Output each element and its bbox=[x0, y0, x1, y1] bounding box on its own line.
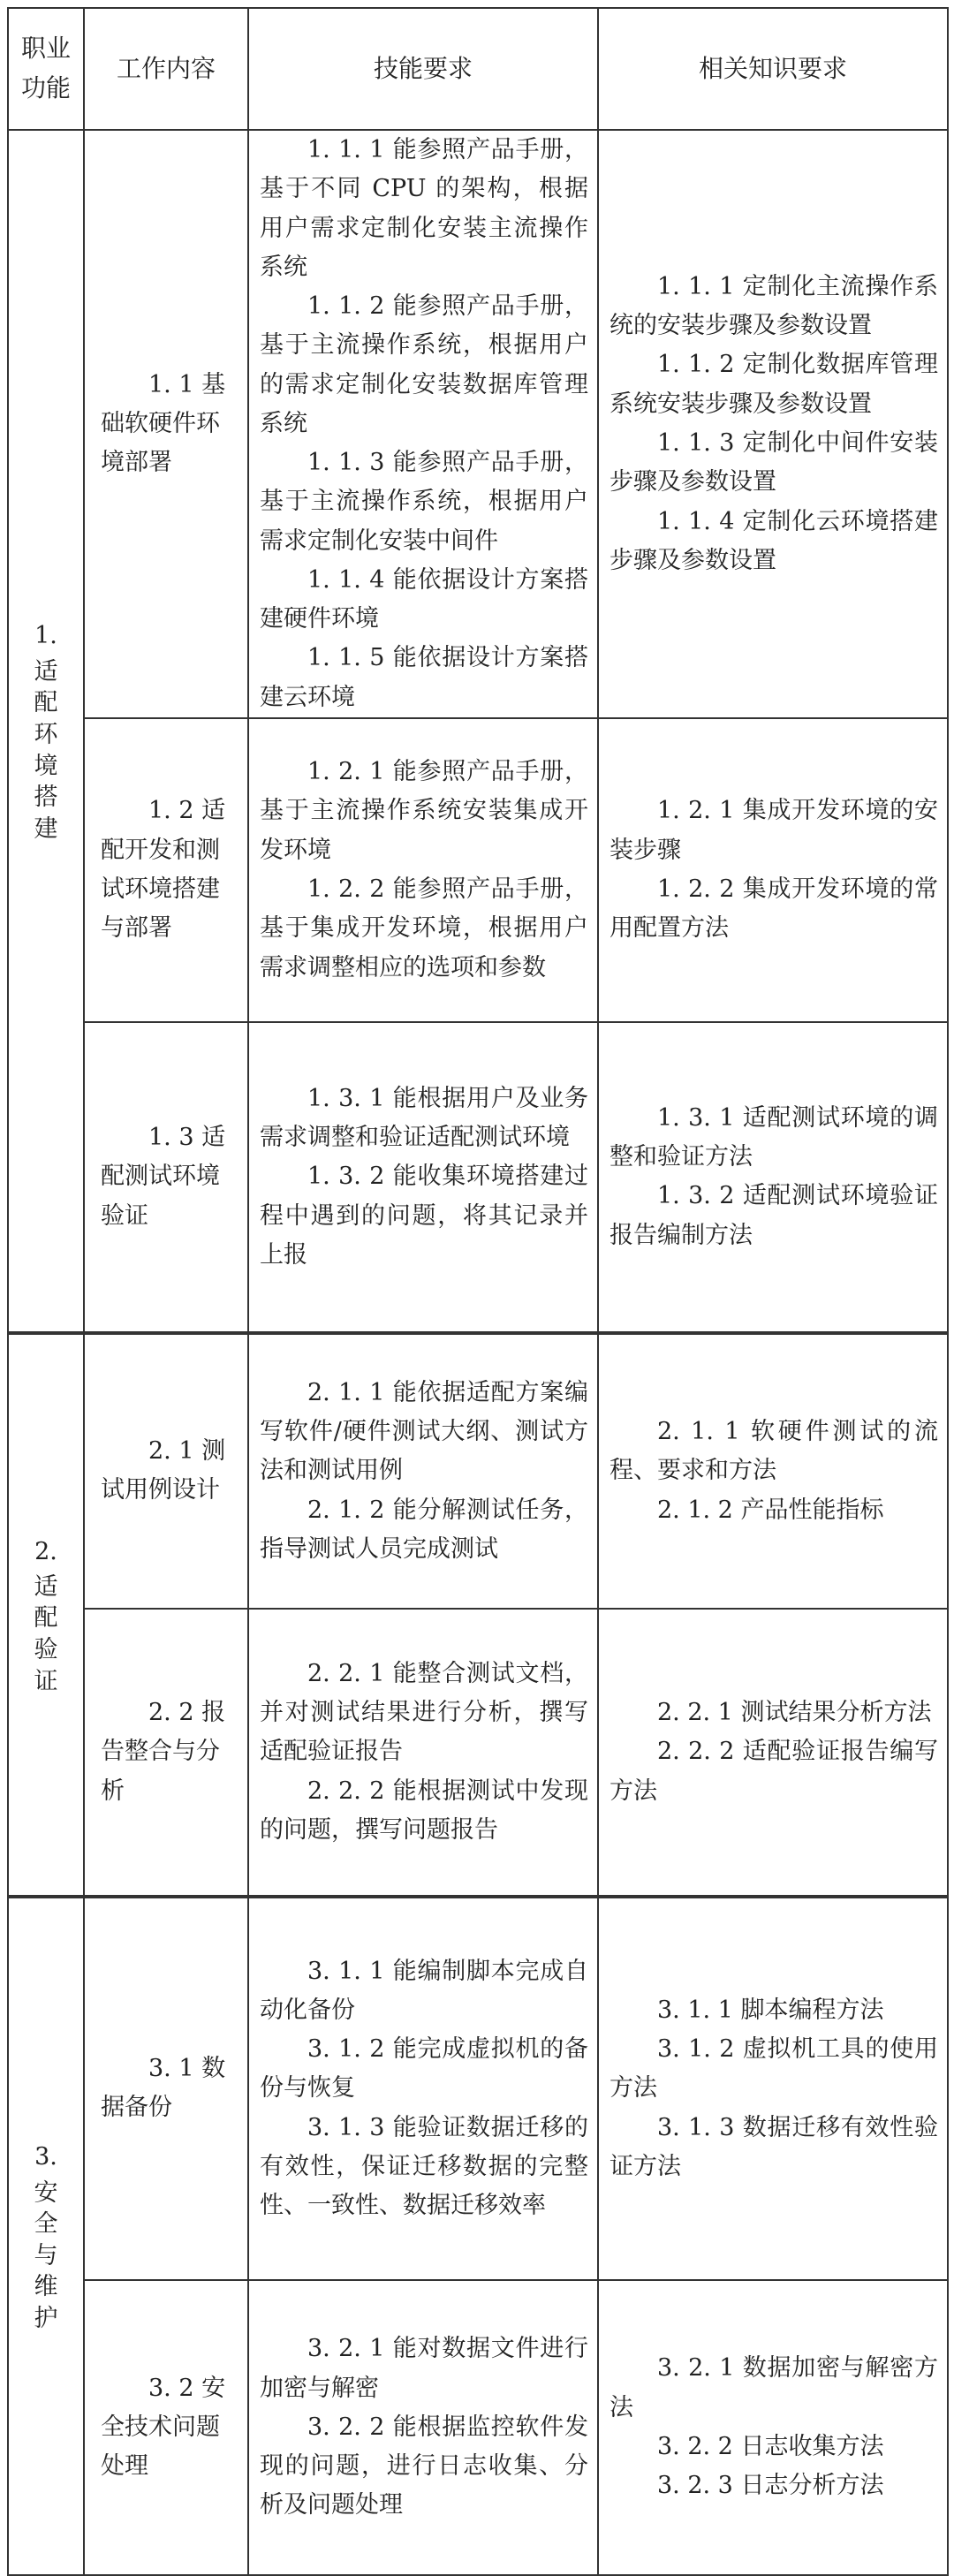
knowledge-item: 1. 1. 1 定制化主流操作系统的安装步骤及参数设置 bbox=[610, 272, 938, 340]
knowledge-cell bbox=[598, 1897, 948, 2280]
knowledge-item: 1. 3. 1 适配测试环境的调整和验证方法 bbox=[610, 1103, 938, 1171]
knowledge-cell bbox=[598, 1333, 948, 1609]
knowledge-item: 1. 2. 1 集成开发环境的安装步骤 bbox=[610, 797, 938, 864]
knowledge-item: 2. 1. 1 软硬件测试的流程、要求和方法 bbox=[610, 1418, 938, 1485]
knowledge-cell bbox=[598, 130, 948, 718]
work-content-text: 1. 3 适配测试环境验证 bbox=[101, 1124, 226, 1230]
table-row bbox=[8, 1609, 948, 1897]
skill-item: 3. 1. 3 能验证数据迁移的有效性，保证迁移数据的完整性、一致性、数据迁移效率 bbox=[260, 2113, 588, 2220]
knowledge-cell bbox=[598, 2280, 948, 2575]
function-char: 适 bbox=[34, 657, 58, 686]
knowledge-item: 3. 1. 3 数据迁移有效性验证方法 bbox=[610, 2113, 938, 2180]
function-cell-2 bbox=[8, 1333, 84, 1897]
work-content-text: 3. 2 安全技术问题处理 bbox=[101, 2374, 226, 2481]
knowledge-item: 1. 1. 2 定制化数据库管理系统安装步骤及参数设置 bbox=[610, 351, 938, 418]
work-content-text: 2. 2 报告整合与分析 bbox=[101, 1699, 226, 1805]
knowledge-item: 1. 3. 2 适配测试环境验证报告编制方法 bbox=[610, 1182, 938, 1249]
competency-table bbox=[7, 7, 949, 2576]
skill-item: 3. 2. 2 能根据监控软件发现的问题，进行日志收集、分析及问题处理 bbox=[260, 2413, 588, 2519]
skill-item: 1. 1. 2 能参照产品手册，基于主流操作系统，根据用户的需求定制化安装数据库管理系统 bbox=[260, 292, 588, 437]
knowledge-item: 3. 1. 1 脚本编程方法 bbox=[657, 1996, 884, 2024]
work-content-text: 1. 1 基础软硬件环境部署 bbox=[101, 370, 226, 477]
knowledge-item: 2. 2. 2 适配验证报告编写方法 bbox=[610, 1738, 938, 1805]
work-content-text: 1. 2 适配开发和测试环境搭建与部署 bbox=[101, 797, 226, 943]
header-knowledge: 相关知识要求 bbox=[598, 8, 948, 130]
knowledge-item: 3. 1. 2 虚拟机工具的使用方法 bbox=[610, 2035, 938, 2102]
knowledge-item: 2. 1. 2 产品性能指标 bbox=[657, 1496, 884, 1524]
table-row bbox=[8, 1022, 948, 1333]
work-content-cell bbox=[84, 1897, 248, 2280]
function-char: 配 bbox=[34, 1604, 58, 1633]
header-row bbox=[8, 8, 948, 130]
knowledge-item: 1. 1. 3 定制化中间件安装步骤及参数设置 bbox=[610, 428, 938, 496]
table-row bbox=[8, 1333, 948, 1609]
function-number: 2. bbox=[34, 1537, 57, 1565]
skill-item: 1. 3. 2 能收集环境搭建过程中遇到的问题，将其记录并上报 bbox=[260, 1163, 588, 1269]
work-content-text: 3. 1 数据备份 bbox=[101, 2055, 226, 2122]
work-content-text: 2. 1 测试用例设计 bbox=[101, 1437, 226, 1504]
header-function-label: 职业 功能 bbox=[20, 34, 71, 102]
function-char: 与 bbox=[34, 2241, 58, 2269]
skill-item: 1. 2. 1 能参照产品手册，基于主流操作系统安装集成开发环境 bbox=[260, 758, 588, 864]
knowledge-cell bbox=[598, 1022, 948, 1333]
skills-cell bbox=[248, 1333, 598, 1609]
knowledge-item: 3. 2. 1 数据加密与解密方法 bbox=[610, 2354, 938, 2421]
skill-item: 2. 2. 1 能整合测试文档，并对测试结果进行分析，撰写适配验证报告 bbox=[260, 1659, 588, 1766]
skill-item: 1. 2. 2 能参照产品手册，基于集成开发环境，根据用户需求调整相应的选项和参数 bbox=[260, 875, 588, 981]
skills-cell bbox=[248, 1897, 598, 2280]
knowledge-cell bbox=[598, 1609, 948, 1897]
work-content-cell bbox=[84, 1333, 248, 1609]
work-content-cell bbox=[84, 2280, 248, 2575]
knowledge-item: 2. 2. 1 测试结果分析方法 bbox=[657, 1699, 932, 1727]
skill-item: 2. 2. 2 能根据测试中发现的问题，撰写问题报告 bbox=[260, 1777, 588, 1844]
function-char: 验 bbox=[34, 1636, 58, 1664]
function-cell-1 bbox=[8, 130, 84, 1333]
work-content-cell bbox=[84, 1022, 248, 1333]
header-content: 工作内容 bbox=[84, 8, 248, 130]
table-row bbox=[8, 130, 948, 718]
skill-item: 3. 2. 1 能对数据文件进行加密与解密 bbox=[260, 2335, 588, 2402]
function-char: 建 bbox=[34, 814, 58, 843]
skills-cell bbox=[248, 718, 598, 1022]
function-char: 维 bbox=[34, 2273, 58, 2301]
header-skills: 技能要求 bbox=[248, 8, 598, 130]
skills-cell bbox=[248, 1022, 598, 1333]
skill-item: 2. 1. 1 能依据适配方案编写软件/硬件测试大纲、测试方法和测试用例 bbox=[260, 1378, 588, 1485]
knowledge-item: 3. 2. 2 日志收集方法 bbox=[657, 2432, 884, 2460]
function-char: 配 bbox=[34, 689, 58, 717]
skill-item: 2. 1. 2 能分解测试任务，指导测试人员完成测试 bbox=[260, 1496, 588, 1563]
table-row bbox=[8, 718, 948, 1022]
function-char: 搭 bbox=[34, 784, 58, 812]
work-content-cell bbox=[84, 130, 248, 718]
header-function bbox=[8, 8, 84, 130]
skill-item: 1. 1. 4 能依据设计方案搭建硬件环境 bbox=[260, 565, 588, 633]
knowledge-item: 1. 1. 4 定制化云环境搭建步骤及参数设置 bbox=[610, 507, 938, 574]
skill-item: 1. 3. 1 能根据用户及业务需求调整和验证适配测试环境 bbox=[260, 1084, 588, 1152]
skills-cell bbox=[248, 1609, 598, 1897]
function-number: 3. bbox=[34, 2143, 57, 2171]
work-content-cell bbox=[84, 718, 248, 1022]
competency-table-container bbox=[7, 7, 947, 2576]
function-cell-3 bbox=[8, 1897, 84, 2575]
skill-item: 3. 1. 2 能完成虚拟机的备份与恢复 bbox=[260, 2035, 588, 2102]
table-row bbox=[8, 2280, 948, 2575]
function-number: 1. bbox=[34, 622, 57, 650]
skill-item: 3. 1. 1 能编制脚本完成自动化备份 bbox=[260, 1957, 588, 2024]
skill-item: 1. 1. 1 能参照产品手册，基于不同 CPU 的架构，根据用户需求定制化安装主流操作系统 bbox=[260, 136, 588, 281]
table-row bbox=[8, 1897, 948, 2280]
skill-item: 1. 1. 5 能依据设计方案搭建云环境 bbox=[260, 644, 588, 711]
function-char: 安 bbox=[34, 2178, 58, 2207]
knowledge-cell bbox=[598, 718, 948, 1022]
function-char: 环 bbox=[34, 721, 58, 748]
skill-item: 1. 1. 3 能参照产品手册，基于主流操作系统，根据用户需求定制化安装中间件 bbox=[260, 449, 588, 555]
function-char: 护 bbox=[34, 2305, 58, 2333]
knowledge-item: 3. 2. 3 日志分析方法 bbox=[657, 2472, 884, 2500]
skills-cell bbox=[248, 2280, 598, 2575]
skills-cell bbox=[248, 130, 598, 718]
knowledge-item: 1. 2. 2 集成开发环境的常用配置方法 bbox=[610, 875, 938, 943]
work-content-cell bbox=[84, 1609, 248, 1897]
function-char: 全 bbox=[34, 2210, 58, 2239]
function-char: 适 bbox=[34, 1572, 58, 1601]
function-char: 境 bbox=[34, 752, 58, 780]
function-char: 证 bbox=[34, 1667, 58, 1695]
